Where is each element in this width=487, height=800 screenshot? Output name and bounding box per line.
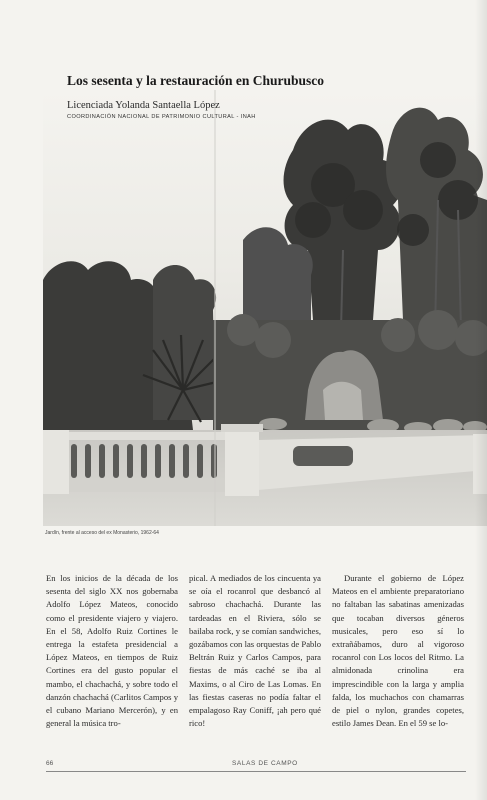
garden-photo-image bbox=[43, 90, 487, 526]
garden-photograph bbox=[43, 90, 487, 526]
column-2-paragraph: pical. A mediados de los cincuenta ya se oía el rocanrol que desbancó al sabroso chachachá. Durante las tardeadas en el Riviera, sólo se bailaba rock, y se comían sandwiches, gozábamos con las orquestas de Pablo Beltrán Ruiz y Carlos Campos, para fiestas de más caché se iba al Maxims, o al Ciro de Las Lomas. En las fiestas caseras no podía faltar el empalagoso Ray Coniff, ¡ah pero qué rico! bbox=[189, 573, 321, 729]
column-1-paragraph: En los inicios de la década de los sesenta del siglo XX nos gobernaba Adolfo López Mateos, conocido como el presidente viajero y viajero. En el 58, Adolfo Ruiz Cortines le entrega la estafeta presidencial a López Mateos, en tiempos de Ruiz Cortines era del gusto popular el mambo, el chachachá, y sobre todo el danzón chachachá (Carlitos Campos y el cubano Mariano Mercerón), y en general la música tro- bbox=[46, 573, 178, 729]
column-3-paragraph: Durante el gobierno de López Mateos en el ambiente preparatoriano no faltaban las sabatinas amenizadas que tocaban diversos géneros musicales, pero eso sí lo extrañábamos, duro al vigoroso rocanrol con Los locos del Ritmo. La almidonada crinolina era imprescindible con la larga y amplia falda, los muchachos con chamarras de piel o nylon, grandes copetes, estilo James Dean. En el 59 se lo- bbox=[332, 573, 464, 729]
journal-name: SALAS DE CAMPO bbox=[232, 760, 298, 767]
text-column-3 bbox=[332, 572, 464, 730]
author-affiliation: COORDINACIÓN NACIONAL DE PATRIMONIO CULTURAL - INAH bbox=[67, 114, 256, 120]
page-number: 66 bbox=[46, 760, 54, 767]
article-author: Licenciada Yolanda Santaella López bbox=[67, 100, 220, 111]
article-title: Los sesenta y la restauración en Churubusco bbox=[67, 73, 325, 88]
photo-caption: Jardín, frente al acceso del ex Monasterio, 1962-64 bbox=[45, 530, 159, 536]
page-edge-shadow bbox=[475, 0, 487, 800]
footer-rule bbox=[46, 771, 466, 772]
text-column-1 bbox=[46, 572, 178, 730]
text-column-2 bbox=[189, 572, 321, 730]
